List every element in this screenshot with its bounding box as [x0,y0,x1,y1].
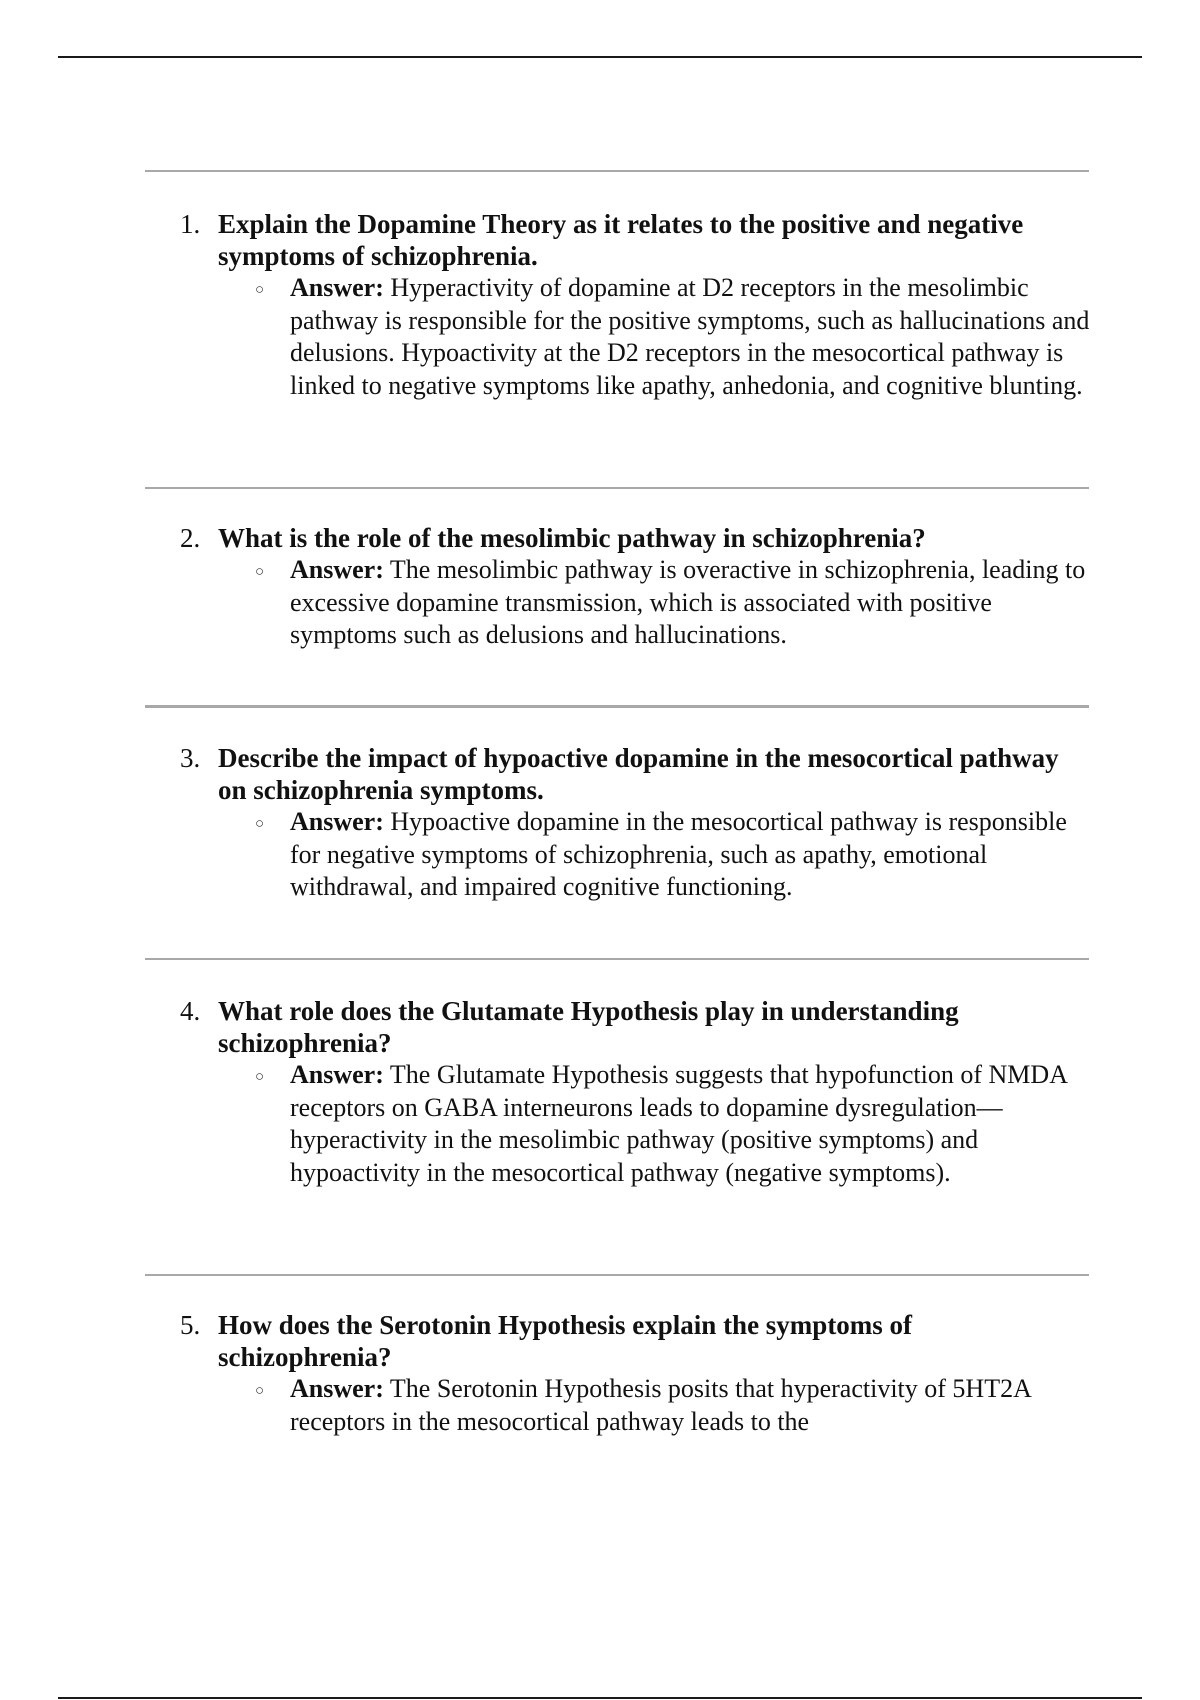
answer-text: The mesolimbic pathway is overactive in schizophrenia, leading to excessive dopamine transmission, which is associated with positive symptoms such as delusions and hallucinations. [290,555,1086,649]
question-text: What role does the Glutamate Hypothesis play in understanding schizophrenia? [218,996,959,1058]
circle-bullet-icon: ○ [255,1069,265,1085]
answer-content [290,1059,1090,1189]
question-number: 1. [180,209,201,239]
answer-label: Answer: [290,1374,384,1403]
question-text: Describe the impact of hypoactive dopamine in the mesocortical pathway on schizophrenia symptoms. [218,743,1059,805]
answer-5 [0,1373,1200,1438]
circle-bullet-icon: ○ [255,816,265,832]
answer-label: Answer: [290,555,384,584]
answer-text: The Serotonin Hypothesis posits that hyperactivity of 5HT2A receptors in the mesocortical pathway leads to the [290,1374,1031,1436]
section-divider [145,958,1089,960]
section-divider [145,170,1089,172]
section-divider [145,1274,1089,1276]
question-number: 4. [180,996,201,1026]
question-number: 2. [180,523,201,553]
answer-label: Answer: [290,273,384,302]
question-number: 3. [180,743,201,773]
qa-item-2 [0,522,1200,652]
qa-item-4 [0,995,1200,1189]
circle-bullet-icon: ○ [255,1383,265,1399]
question-5 [0,1309,1200,1373]
section-divider [145,705,1089,708]
question-2 [0,522,1200,554]
answer-content [290,806,1090,904]
answer-label: Answer: [290,1060,384,1089]
question-4 [0,995,1200,1059]
answer-2 [0,554,1200,652]
answer-content [290,272,1090,402]
answer-content [290,1373,1090,1438]
question-1 [0,208,1200,272]
question-text: What is the role of the mesolimbic pathway in schizophrenia? [218,523,926,553]
answer-3 [0,806,1200,904]
answer-text: Hypoactive dopamine in the mesocortical pathway is responsible for negative symptoms of schizophrenia, such as apathy, emotional withdrawal, and impaired cognitive functioning. [290,807,1067,901]
answer-1 [0,272,1200,402]
page-bottom-rule [58,1697,1142,1699]
question-text: How does the Serotonin Hypothesis explain the symptoms of schizophrenia? [218,1310,913,1372]
answer-text: The Glutamate Hypothesis suggests that hypofunction of NMDA receptors on GABA interneurons leads to dopamine dysregulation—hyperactivity in the mesolimbic pathway (positive symptoms) and hypoactivity in the mesocortical pathway (negative symptoms). [290,1060,1067,1187]
qa-item-5 [0,1309,1200,1438]
qa-item-1 [0,208,1200,402]
answer-label: Answer: [290,807,384,836]
qa-item-3 [0,742,1200,904]
section-divider [145,487,1089,489]
question-number: 5. [180,1310,201,1340]
question-3 [0,742,1200,806]
answer-text: Hyperactivity of dopamine at D2 receptors in the mesolimbic pathway is responsible for the positive symptoms, such as hallucinations and delusions. Hypoactivity at the D2 receptors in the mesocortical pathway is linked to negative symptoms like apathy, anhedonia, and cognitive blunting. [290,273,1090,400]
circle-bullet-icon: ○ [255,282,265,298]
question-text: Explain the Dopamine Theory as it relates to the positive and negative symptoms of schizophrenia. [218,209,1024,271]
answer-content [290,554,1090,652]
page-top-rule [58,56,1142,58]
circle-bullet-icon: ○ [255,564,265,580]
answer-4 [0,1059,1200,1189]
